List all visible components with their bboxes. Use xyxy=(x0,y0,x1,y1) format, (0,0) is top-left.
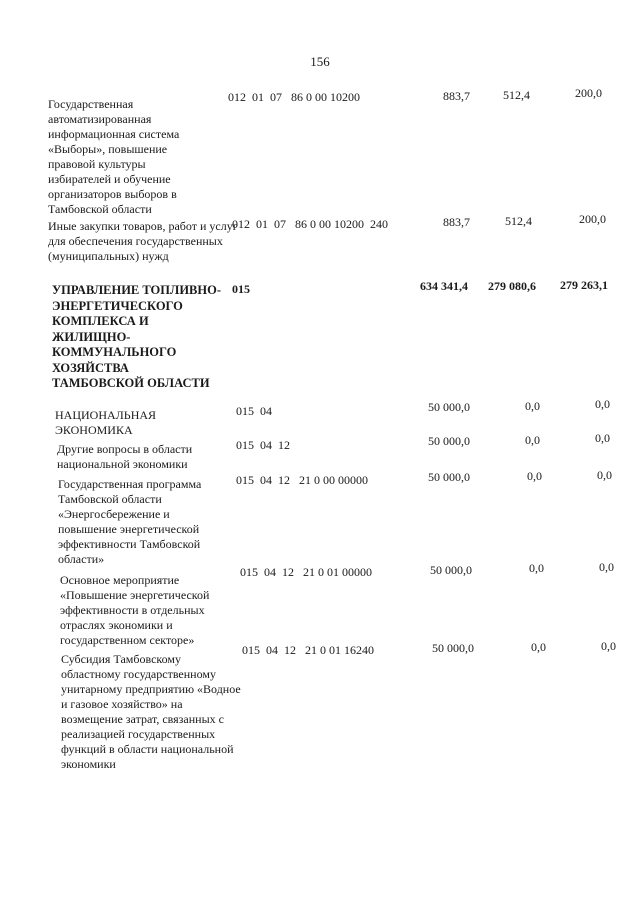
row-value-1: 50 000,0 xyxy=(428,434,470,448)
row-code: 015 04 12 21 0 01 00000 xyxy=(240,565,372,579)
row-name: Другие вопросы в области национальной экономики xyxy=(57,442,193,471)
row-name: Иные закупки товаров, работ и услуг для обеспечения государственных (муниципальных) нужд xyxy=(48,219,238,263)
row-value-2: 512,4 xyxy=(503,88,530,102)
row-value-2: 0,0 xyxy=(531,640,546,654)
row-value-2: 0,0 xyxy=(529,561,544,575)
row-value-1: 634 341,4 xyxy=(420,279,468,293)
row-code: 012 01 07 86 0 00 10200 240 xyxy=(232,217,388,231)
row-code: 015 04 12 21 0 00 00000 xyxy=(236,473,368,487)
row-value-1: 50 000,0 xyxy=(428,470,470,484)
row-value-3: 0,0 xyxy=(597,468,612,482)
row-code: 015 04 12 xyxy=(236,438,290,452)
row-value-3: 0,0 xyxy=(601,639,616,653)
row-value-3: 0,0 xyxy=(595,397,610,411)
row-value-2: 279 080,6 xyxy=(488,279,536,293)
row-value-3: 200,0 xyxy=(579,212,606,226)
row-value-3: 0,0 xyxy=(599,560,614,574)
row-name: Государственная автоматизированная информационная система «Выборы», повышение правовой культуры избирателей и обучение организаторов выборов в Тамбовской области xyxy=(48,97,180,216)
row-value-2: 0,0 xyxy=(525,399,540,413)
row-code: 015 04 12 21 0 01 16240 xyxy=(242,643,374,657)
row-code: 015 xyxy=(232,282,250,296)
row-name: Государственная программа Тамбовской области «Энергосбережение и повышение энергетической эффективности Тамбовской области» xyxy=(58,477,202,566)
row-name: Основное мероприятие «Повышение энергетической эффективности в отдельных отраслях экономики и государственном секторе» xyxy=(60,573,210,647)
page-number: 156 xyxy=(310,54,330,69)
row-code: 012 01 07 86 0 00 10200 xyxy=(228,90,360,104)
row-name: НАЦИОНАЛЬНАЯ ЭКОНОМИКА xyxy=(55,408,157,437)
row-value-1: 883,7 xyxy=(443,89,470,103)
row-value-3: 200,0 xyxy=(575,86,602,100)
row-value-1: 50 000,0 xyxy=(430,563,472,577)
row-value-1: 50 000,0 xyxy=(428,400,470,414)
row-value-1: 50 000,0 xyxy=(432,641,474,655)
row-value-3: 0,0 xyxy=(595,431,610,445)
row-value-3: 279 263,1 xyxy=(560,278,608,292)
row-name: Субсидия Тамбовскому областному государственному унитарному предприятию «Водное и газовое хозяйство» на возмещение затрат, связанных с реализацией государственных функций в области национальной экономики xyxy=(61,652,241,771)
row-value-2: 512,4 xyxy=(505,214,532,228)
row-code: 015 04 xyxy=(236,404,272,418)
row-value-1: 883,7 xyxy=(443,215,470,229)
row-value-2: 0,0 xyxy=(527,469,542,483)
row-value-2: 0,0 xyxy=(525,433,540,447)
row-name: УПРАВЛЕНИЕ ТОПЛИВНО-ЭНЕРГЕТИЧЕСКОГО КОМПЛЕКСА И ЖИЛИЩНО-КОММУНАЛЬНОГО ХОЗЯЙСТВА ТАМБОВСКОЙ ОБЛАСТИ xyxy=(52,283,221,390)
